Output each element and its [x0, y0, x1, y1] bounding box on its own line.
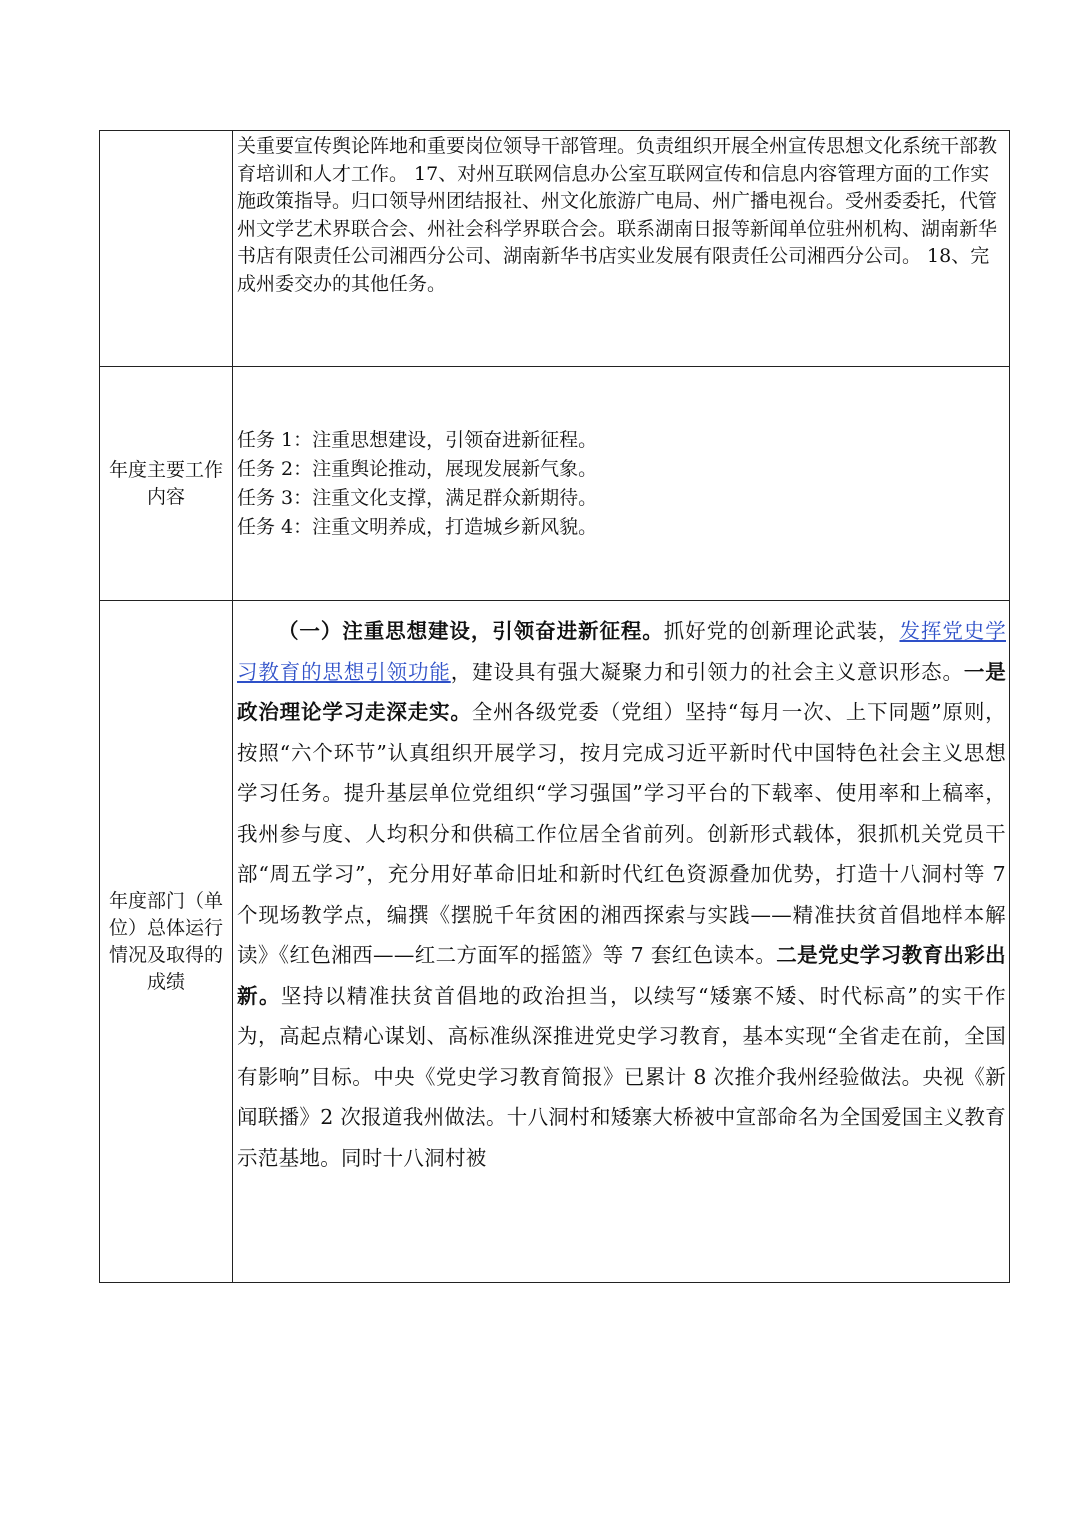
table-row	[100, 601, 1010, 1283]
section-text: ，建设具有强大凝聚力和引领力的社会主义意识形态。	[450, 659, 964, 684]
task-item: 任务 1：注重思想建设，引领奋进新征程。	[237, 428, 598, 451]
row-label-overall-performance: 年度部门（单位）总体运行情况及取得的成绩	[100, 601, 233, 1283]
task-item: 任务 2：注重舆论推动，展现发展新气象。	[237, 457, 598, 480]
section-heading: （一）注重思想建设，引领奋进新征程。	[278, 619, 664, 643]
point-heading: 二是党史学习教育出彩出新。	[237, 943, 1006, 1008]
task-item: 任务 3：注重文化支撑，满足群众新期待。	[237, 486, 598, 509]
performance-content	[233, 601, 1010, 1283]
point-text: 坚持以精准扶贫首倡地的政治担当，以续写“矮寨不矮、时代标高”的实干作为，高起点精心谋划、高标准纵深推进党史学习教育，基本实现“全省走在前，全国有影响”目标。中央《党史学习教育简报》已累计 8 次推介我州经验做法。央视《新闻联播》2 次报道我州做法。十八洞村和矮寨大桥被中宣部命名为全国爱国主义教育示范基地。同时十八洞村被	[237, 983, 1006, 1170]
row-label-annual-work: 年度主要工作内容	[100, 367, 233, 601]
point-text: 全州各级党委（党组）坚持“每月一次、上下同题”原则，按照“六个环节”认真组织开展学习，按月完成习近平新时代中国特色社会主义思想学习任务。提升基层单位党组织“学习强国”学习平台的下载率、使用率和上稿率，我州参与度、人均积分和供稿工作位居全省前列。创新形式载体，狠抓机关党员干部“周五学习”，充分用好革命旧址和新时代红色资源叠加优势，打造十八洞村等 7 个现场教学点，编撰《摆脱千年贫困的湘西探索与实践——精准扶贫首倡地样本解读》《红色湘西——红二方面军的摇篮》等 7 套红色读本。	[237, 700, 1006, 967]
duties-text: 关重要宣传舆论阵地和重要岗位领导干部管理。负责组织开展全州宣传思想文化系统干部教育培训和人才工作。 17、对州互联网信息办公室互联网宣传和信息内容管理方面的工作实施政策指导。归口领导州团结报社、州文化旅游广电局、州广播电视台。受州委委托，代管州文学艺术界联合会、州社会科学界联合会。联系湖南日报等新闻单位驻州机构、湖南新华书店有限责任公司湘西分公司、湖南新华书店实业发展有限责任公司湘西分公司。 18、完成州委交办的其他任务。	[233, 131, 1010, 367]
table-row	[100, 131, 1010, 367]
task-list	[233, 367, 1010, 601]
table-row	[100, 367, 1010, 601]
point-heading: 一是政治理论学习走深走实。	[237, 659, 1007, 724]
document-table	[99, 130, 1010, 1283]
highlighted-link-text[interactable]: 发挥党史学习教育的思想引领功能	[237, 619, 1006, 684]
row-label	[100, 131, 233, 367]
performance-paragraph	[237, 611, 1006, 1178]
task-item: 任务 4：注重文明养成，打造城乡新风貌。	[237, 515, 598, 538]
section-text: 抓好党的创新理论武装，	[663, 619, 900, 643]
